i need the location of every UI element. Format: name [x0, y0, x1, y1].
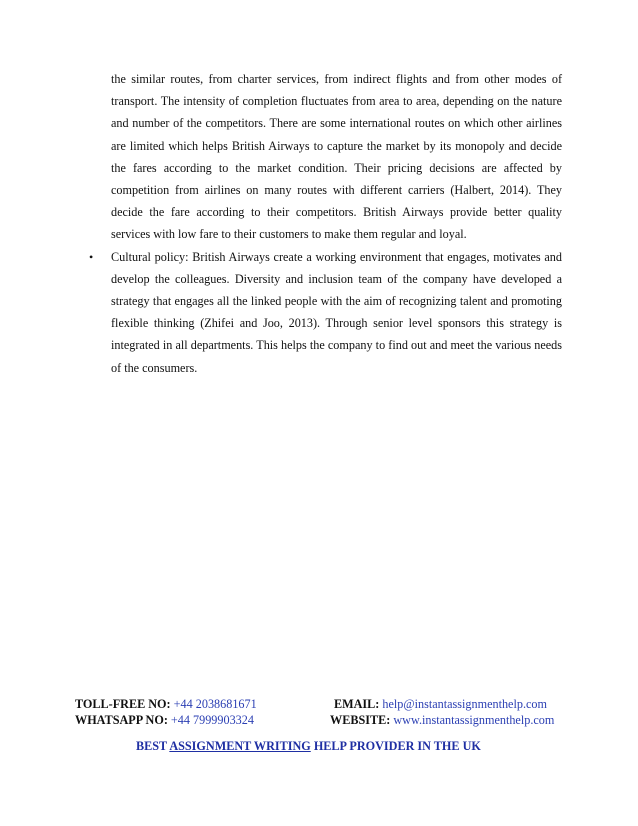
- bullet-paragraph: Cultural policy: British Airways create a working environment that engages, motivates and develop the colleagues. Diversity and inclusion team of the company have developed a strategy that engages all the linked people with the aim of recognizing talent and promoting flexible thinking (Zhifei and Joo, 2013). Through senior level sponsors this strategy is integrated in all departments. This helps the company to find out and meet the various needs of the consumers.: [111, 249, 562, 375]
- whatsapp-number[interactable]: +44 7999903324: [170, 713, 254, 727]
- contact-footer: [75, 696, 565, 728]
- banner-prefix: BEST: [136, 739, 167, 753]
- banner-suffix: HELP PROVIDER IN THE UK: [313, 739, 481, 753]
- banner-link[interactable]: ASSIGNMENT WRITING: [169, 739, 311, 753]
- whatsapp-label: WHATSAPP NO:: [75, 713, 168, 727]
- tollfree-number[interactable]: +44 2038681671: [173, 697, 257, 711]
- document-body: [89, 68, 562, 379]
- website-link[interactable]: www.instantassignmenthelp.com: [393, 713, 555, 727]
- website-label: WEBSITE:: [330, 713, 391, 727]
- bullet-icon: •: [89, 249, 94, 264]
- footer-row-1: [75, 696, 565, 712]
- footer-row-2: [75, 712, 565, 728]
- promo-banner: [136, 739, 481, 754]
- email-link[interactable]: help@instantassignmenthelp.com: [382, 697, 547, 711]
- continuation-paragraph: the similar routes, from charter services, from indirect flights and from other modes of transport. The intensity of completion fluctuates from area to area, depending on the nature and number of the competitors. There are some international routes on which other airlines are limited which helps British Airways to capture the market by its monopoly and decide the fares according to the market condition. Their pricing decisions are affected by competition from airlines on many routes with different carriers (Halbert, 2014). They decide the fare according to their competitors. British Airways provide better quality services with low fare to their customers to make them regular and loyal.: [111, 72, 562, 242]
- whatsapp-contact: [75, 712, 254, 728]
- email-contact: [334, 696, 547, 712]
- website-contact: [330, 712, 554, 728]
- tollfree-label: TOLL-FREE NO:: [75, 697, 171, 711]
- tollfree-contact: [75, 696, 257, 712]
- email-label: EMAIL:: [334, 697, 380, 711]
- bullet-item-cultural-policy: [89, 246, 562, 379]
